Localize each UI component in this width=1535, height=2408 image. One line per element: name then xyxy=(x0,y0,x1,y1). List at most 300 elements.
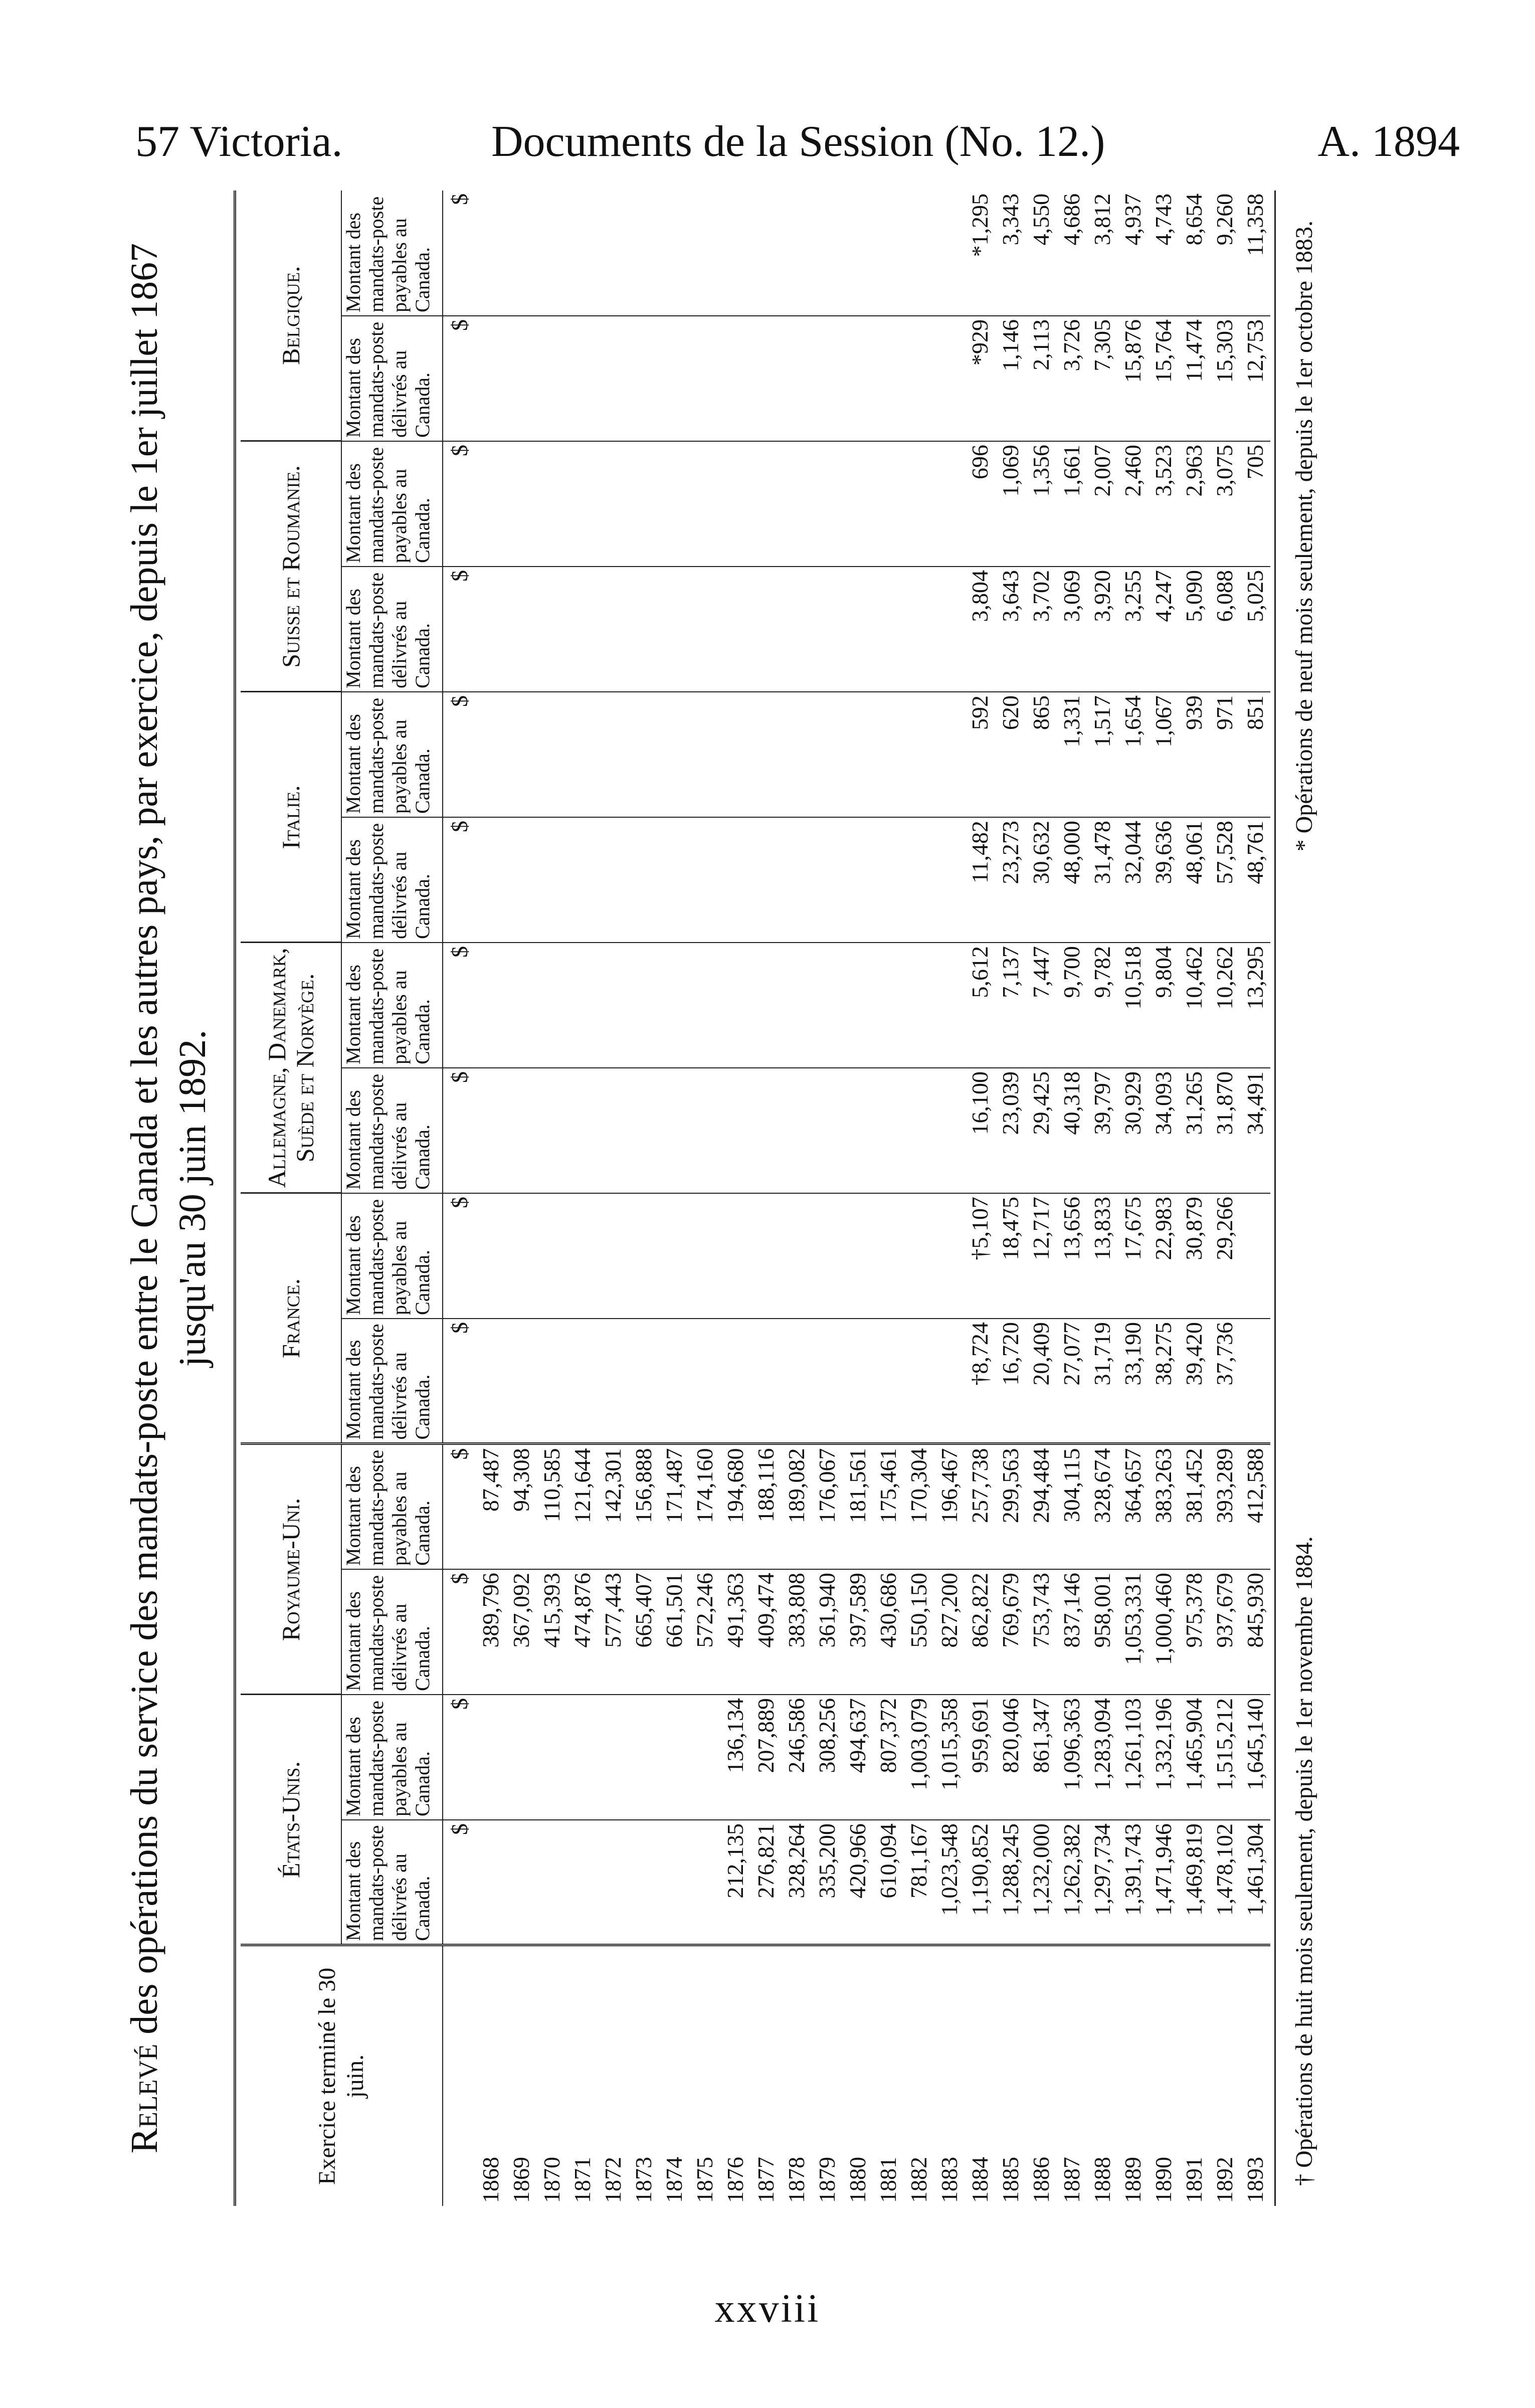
amount-cell: 39,636 xyxy=(1148,817,1179,943)
header-documents: Documents de la Session (No. 12.) xyxy=(491,117,1105,166)
year-cell: 1872 xyxy=(600,2157,626,2203)
amount-cell xyxy=(506,1068,536,1193)
amount-cell: 1,661 xyxy=(1056,441,1087,567)
amount-cell xyxy=(781,567,812,692)
amount-cell: 31,265 xyxy=(1179,1068,1209,1193)
amount-cell xyxy=(689,1319,720,1444)
amount-cell: 9,700 xyxy=(1056,943,1087,1068)
amount-cell xyxy=(536,943,567,1068)
amount-cell: 1,391,743 xyxy=(1117,1820,1148,1945)
amount-cell xyxy=(842,1068,873,1193)
amount-cell xyxy=(506,1319,536,1444)
country-header: France. xyxy=(241,1193,341,1444)
country-header: Royaume-Uni. xyxy=(241,1444,341,1695)
page-number: xxviii xyxy=(714,2287,821,2331)
amount-cell: 22,983 xyxy=(1148,1193,1179,1319)
table-row xyxy=(475,191,506,2206)
amount-cell xyxy=(689,1193,720,1319)
amount-cell xyxy=(659,1068,689,1193)
amount-cell: 381,452 xyxy=(1179,1444,1209,1569)
amount-cell xyxy=(598,692,628,817)
amount-cell xyxy=(781,191,812,316)
amount-cell xyxy=(750,1319,781,1444)
amount-cell xyxy=(567,817,598,943)
amount-cell xyxy=(506,441,536,567)
table-row xyxy=(1209,191,1240,2206)
amount-cell: 837,146 xyxy=(1056,1569,1087,1695)
amount-cell xyxy=(475,441,506,567)
amount-cell xyxy=(689,316,720,441)
amount-cell xyxy=(689,1695,720,1820)
amount-cell: 175,461 xyxy=(873,1444,903,1569)
amount-cell: 5,025 xyxy=(1240,567,1270,692)
amount-cell xyxy=(781,1319,812,1444)
table-row xyxy=(1087,191,1117,2206)
issued-column-header: Montant des mandats-poste délivrés au Canada. xyxy=(341,1068,443,1193)
amount-cell xyxy=(506,692,536,817)
amount-cell xyxy=(475,817,506,943)
amount-cell: 862,822 xyxy=(965,1569,995,1695)
amount-cell: 769,679 xyxy=(995,1569,1026,1695)
amount-cell xyxy=(628,1193,659,1319)
country-header: Belgique. xyxy=(241,191,341,441)
amount-cell xyxy=(475,1068,506,1193)
amount-cell: 1,517 xyxy=(1087,692,1117,817)
amount-cell xyxy=(598,567,628,692)
dollar-sign: $ xyxy=(443,1569,475,1695)
amount-cell xyxy=(475,191,506,316)
dollar-sign: $ xyxy=(443,441,475,567)
amount-cell: 328,674 xyxy=(1087,1444,1117,1569)
amount-cell xyxy=(750,943,781,1068)
amount-cell xyxy=(873,1068,903,1193)
country-header: États-Unis. xyxy=(241,1695,341,1945)
amount-cell: 705 xyxy=(1240,441,1270,567)
amount-cell xyxy=(903,692,934,817)
amount-cell xyxy=(781,817,812,943)
amount-cell: 8,654 xyxy=(1179,191,1209,316)
amount-cell: 31,719 xyxy=(1087,1319,1117,1444)
amount-cell: 3,643 xyxy=(995,567,1026,692)
footnote-dagger: † Opérations de huit mois seulement, depuis le 1er novembre 1884. xyxy=(1291,1536,1317,2186)
amount-cell: 845,930 xyxy=(1240,1569,1270,1695)
amount-cell xyxy=(1240,1319,1270,1444)
amount-cell xyxy=(781,316,812,441)
amount-cell xyxy=(628,567,659,692)
amount-cell: 7,305 xyxy=(1087,316,1117,441)
amount-cell xyxy=(628,1068,659,1193)
amount-cell xyxy=(506,191,536,316)
year-cell: 1893 xyxy=(1242,2157,1268,2203)
amount-cell: 494,637 xyxy=(842,1695,873,1820)
amount-cell xyxy=(506,1820,536,1945)
amount-cell xyxy=(720,316,750,441)
issued-column-header: Montant des mandats-poste délivrés au Canada. xyxy=(341,316,443,441)
amount-cell xyxy=(812,943,842,1068)
amount-cell xyxy=(689,943,720,1068)
amount-cell xyxy=(659,692,689,817)
amount-cell: 3,726 xyxy=(1056,316,1087,441)
amount-cell: 308,256 xyxy=(812,1695,842,1820)
amount-cell: 1,465,904 xyxy=(1179,1695,1209,1820)
amount-cell: 361,940 xyxy=(812,1569,842,1695)
amount-cell: 1,146 xyxy=(995,316,1026,441)
amount-cell xyxy=(750,817,781,943)
amount-cell: 1,515,212 xyxy=(1209,1695,1240,1820)
amount-cell xyxy=(842,441,873,567)
amount-cell: †8,724 xyxy=(965,1319,995,1444)
amount-cell xyxy=(689,692,720,817)
amount-cell xyxy=(598,817,628,943)
amount-cell xyxy=(659,567,689,692)
amount-cell xyxy=(750,692,781,817)
amount-cell: 491,363 xyxy=(720,1569,750,1695)
amount-cell: 827,200 xyxy=(934,1569,965,1695)
amount-cell xyxy=(903,567,934,692)
amount-cell: 15,303 xyxy=(1209,316,1240,441)
amount-cell xyxy=(689,191,720,316)
dollar-sign: $ xyxy=(443,1695,475,1820)
table-row xyxy=(812,191,842,2206)
amount-cell: 393,289 xyxy=(1209,1444,1240,1569)
year-cell: 1878 xyxy=(784,2157,809,2203)
amount-cell: 23,273 xyxy=(995,817,1026,943)
amount-cell: 753,743 xyxy=(1026,1569,1056,1695)
amount-cell: 3,702 xyxy=(1026,567,1056,692)
table-row xyxy=(995,191,1026,2206)
amount-cell: 1,261,103 xyxy=(1117,1695,1148,1820)
amount-cell xyxy=(567,1193,598,1319)
amount-cell: 11,474 xyxy=(1179,316,1209,441)
amount-cell: 17,675 xyxy=(1117,1193,1148,1319)
amount-cell xyxy=(598,1820,628,1945)
amount-cell xyxy=(873,316,903,441)
year-cell: 1886 xyxy=(1028,2157,1054,2203)
amount-cell xyxy=(506,1193,536,1319)
amount-cell xyxy=(659,943,689,1068)
amount-cell xyxy=(903,1319,934,1444)
table-row xyxy=(1056,191,1087,2206)
table-row xyxy=(567,191,598,2206)
amount-cell xyxy=(659,191,689,316)
amount-cell: 4,550 xyxy=(1026,191,1056,316)
year-cell: 1876 xyxy=(722,2157,748,2203)
amount-cell: 20,409 xyxy=(1026,1319,1056,1444)
year-cell: 1887 xyxy=(1059,2157,1084,2203)
table-row xyxy=(873,191,903,2206)
amount-cell: 1,053,331 xyxy=(1117,1569,1148,1695)
amount-cell: 4,686 xyxy=(1056,191,1087,316)
amount-cell xyxy=(903,817,934,943)
dollar-sign: $ xyxy=(443,1319,475,1444)
amount-cell: 1,297,734 xyxy=(1087,1820,1117,1945)
amount-cell: 48,000 xyxy=(1056,817,1087,943)
amount-cell: 30,632 xyxy=(1026,817,1056,943)
amount-cell xyxy=(750,1193,781,1319)
amount-cell: 4,937 xyxy=(1117,191,1148,316)
amount-cell: 3,804 xyxy=(965,567,995,692)
amount-cell: 39,420 xyxy=(1179,1319,1209,1444)
amount-cell: 383,808 xyxy=(781,1569,812,1695)
amount-cell xyxy=(475,567,506,692)
amount-cell xyxy=(812,191,842,316)
country-header: Suisse et Roumanie. xyxy=(241,441,341,692)
amount-cell: 10,518 xyxy=(1117,943,1148,1068)
amount-cell xyxy=(598,1193,628,1319)
amount-cell: 7,447 xyxy=(1026,943,1056,1068)
amount-cell xyxy=(475,1695,506,1820)
amount-cell xyxy=(812,441,842,567)
payable-column-header: Montant des mandats-poste payables au Canada. xyxy=(341,692,443,817)
amount-cell xyxy=(567,567,598,692)
amount-cell: 397,589 xyxy=(842,1569,873,1695)
amount-cell xyxy=(812,316,842,441)
amount-cell: 1,645,140 xyxy=(1240,1695,1270,1820)
amount-cell: 1,015,358 xyxy=(934,1695,965,1820)
table-row xyxy=(720,191,750,2206)
amount-cell: *1,295 xyxy=(965,191,995,316)
amount-cell: 1,023,548 xyxy=(934,1820,965,1945)
amount-cell: 1,067 xyxy=(1148,692,1179,817)
amount-cell xyxy=(659,1319,689,1444)
year-cell: 1883 xyxy=(936,2157,962,2203)
amount-cell xyxy=(659,1820,689,1945)
amount-cell: †5,107 xyxy=(965,1193,995,1319)
amount-cell xyxy=(598,191,628,316)
amount-cell xyxy=(536,191,567,316)
amount-cell xyxy=(536,1820,567,1945)
amount-cell: 851 xyxy=(1240,692,1270,817)
amount-cell: 176,067 xyxy=(812,1444,842,1569)
amount-cell xyxy=(873,567,903,692)
amount-cell: 3,523 xyxy=(1148,441,1179,567)
amount-cell xyxy=(812,1193,842,1319)
amount-cell: 194,680 xyxy=(720,1444,750,1569)
amount-cell: 550,150 xyxy=(903,1569,934,1695)
amount-cell: 383,263 xyxy=(1148,1444,1179,1569)
amount-cell xyxy=(873,943,903,1068)
dollar-sign: $ xyxy=(443,191,475,316)
amount-cell: 1,232,000 xyxy=(1026,1820,1056,1945)
amount-cell xyxy=(536,1695,567,1820)
amount-cell: 34,093 xyxy=(1148,1068,1179,1193)
year-cell: 1890 xyxy=(1150,2157,1176,2203)
amount-cell: 959,691 xyxy=(965,1695,995,1820)
amount-cell: 975,378 xyxy=(1179,1569,1209,1695)
amount-cell: 181,561 xyxy=(842,1444,873,1569)
amount-cell xyxy=(567,441,598,567)
amount-cell: 170,304 xyxy=(903,1444,934,1569)
amount-cell: 939 xyxy=(1179,692,1209,817)
amount-cell: 409,474 xyxy=(750,1569,781,1695)
table-row xyxy=(598,191,628,2206)
amount-cell xyxy=(628,316,659,441)
amount-cell xyxy=(536,1193,567,1319)
payable-column-header: Montant des mandats-poste payables au Canada. xyxy=(341,943,443,1068)
year-cell: 1885 xyxy=(998,2157,1023,2203)
amount-cell: 6,088 xyxy=(1209,567,1240,692)
amount-cell xyxy=(720,943,750,1068)
payable-column-header: Montant des mandats-poste payables au Canada. xyxy=(341,1444,443,1569)
title-line-1: des opérations du service des mandats-poste entre le Canada et les autres pays, par exercice, depuis le 1er juillet 1867 xyxy=(123,243,165,2044)
amount-cell xyxy=(567,1068,598,1193)
amount-cell: 1,096,363 xyxy=(1056,1695,1087,1820)
amount-cell: 4,743 xyxy=(1148,191,1179,316)
amount-cell: 2,460 xyxy=(1117,441,1148,567)
table-row xyxy=(750,191,781,2206)
amount-cell: 196,467 xyxy=(934,1444,965,1569)
year-cell: 1868 xyxy=(478,2157,503,2203)
year-cell: 1873 xyxy=(631,2157,656,2203)
amount-cell: 9,804 xyxy=(1148,943,1179,1068)
year-cell: 1891 xyxy=(1181,2157,1207,2203)
amount-cell: 1,356 xyxy=(1026,441,1056,567)
amount-cell xyxy=(475,943,506,1068)
amount-cell: 57,528 xyxy=(1209,817,1240,943)
amount-cell: 212,135 xyxy=(720,1820,750,1945)
amount-cell xyxy=(659,316,689,441)
amount-cell: 420,966 xyxy=(842,1820,873,1945)
amount-cell xyxy=(567,1820,598,1945)
amount-cell xyxy=(934,1319,965,1444)
amount-cell xyxy=(659,1695,689,1820)
amount-cell: 174,160 xyxy=(689,1444,720,1569)
amount-cell xyxy=(781,1193,812,1319)
amount-cell xyxy=(628,1319,659,1444)
amount-cell xyxy=(842,316,873,441)
amount-cell xyxy=(873,692,903,817)
amount-cell: 10,462 xyxy=(1179,943,1209,1068)
table-row xyxy=(536,191,567,2206)
table-row xyxy=(781,191,812,2206)
amount-cell xyxy=(720,692,750,817)
year-cell: 1882 xyxy=(906,2157,931,2203)
table-row xyxy=(934,191,965,2206)
amount-cell: 3,255 xyxy=(1117,567,1148,692)
amount-cell: 807,372 xyxy=(873,1695,903,1820)
amount-cell: 610,094 xyxy=(873,1820,903,1945)
amount-cell xyxy=(842,191,873,316)
amount-cell: 1,478,102 xyxy=(1209,1820,1240,1945)
amount-cell xyxy=(720,1319,750,1444)
amount-cell xyxy=(689,1820,720,1945)
amount-cell: 87,487 xyxy=(475,1444,506,1569)
amount-cell xyxy=(812,692,842,817)
amount-cell xyxy=(934,1068,965,1193)
year-cell: 1874 xyxy=(661,2157,687,2203)
amount-cell xyxy=(934,191,965,316)
amount-cell xyxy=(781,1068,812,1193)
amount-cell: 23,039 xyxy=(995,1068,1026,1193)
amount-cell: 40,318 xyxy=(1056,1068,1087,1193)
table-row xyxy=(903,191,934,2206)
dollar-sign: $ xyxy=(443,1068,475,1193)
amount-cell xyxy=(628,692,659,817)
amount-cell xyxy=(812,1068,842,1193)
amount-cell: 7,137 xyxy=(995,943,1026,1068)
amount-cell: 572,246 xyxy=(689,1569,720,1695)
table-row xyxy=(1179,191,1209,2206)
amount-cell: 48,061 xyxy=(1179,817,1209,943)
amount-cell xyxy=(720,441,750,567)
amount-cell xyxy=(536,567,567,692)
amount-cell xyxy=(506,943,536,1068)
amount-cell: 294,484 xyxy=(1026,1444,1056,1569)
amount-cell xyxy=(842,943,873,1068)
dollar-sign: $ xyxy=(443,567,475,692)
amount-cell: 1,654 xyxy=(1117,692,1148,817)
year-cell: 1888 xyxy=(1089,2157,1115,2203)
amount-cell: 189,082 xyxy=(781,1444,812,1569)
amount-cell: 13,656 xyxy=(1056,1193,1087,1319)
dollar-sign: $ xyxy=(443,692,475,817)
dollar-sign: $ xyxy=(443,316,475,441)
amount-cell: 1,283,094 xyxy=(1087,1695,1117,1820)
amount-cell xyxy=(659,441,689,567)
amount-cell: 474,876 xyxy=(567,1569,598,1695)
amount-cell: 207,889 xyxy=(750,1695,781,1820)
amount-cell xyxy=(873,191,903,316)
dollar-sign: $ xyxy=(443,1193,475,1319)
amount-cell xyxy=(934,316,965,441)
amount-cell: 299,563 xyxy=(995,1444,1026,1569)
amount-cell: 12,753 xyxy=(1240,316,1270,441)
table-top-rule xyxy=(234,191,236,2206)
footnote-star: * Opérations de neuf mois seulement, depuis le 1er octobre 1883. xyxy=(1291,221,1317,852)
amount-cell xyxy=(475,692,506,817)
amount-cell: 12,717 xyxy=(1026,1193,1056,1319)
amount-cell: 415,393 xyxy=(536,1569,567,1695)
country-header: Allemagne, Danemark, Suède et Norvège. xyxy=(241,943,341,1193)
amount-cell xyxy=(781,441,812,567)
payable-column-header: Montant des mandats-poste payables au Canada. xyxy=(341,191,443,316)
amount-cell xyxy=(934,943,965,1068)
amount-cell xyxy=(659,817,689,943)
payable-column-header: Montant des mandats-poste payables au Canada. xyxy=(341,1695,443,1820)
amount-cell: 27,077 xyxy=(1056,1319,1087,1444)
amount-cell xyxy=(628,191,659,316)
year-cell: 1889 xyxy=(1120,2157,1145,2203)
amount-cell: 5,090 xyxy=(1179,567,1209,692)
amount-cell xyxy=(567,692,598,817)
amount-cell: 246,586 xyxy=(781,1695,812,1820)
amount-cell xyxy=(536,441,567,567)
amount-cell: 171,487 xyxy=(659,1444,689,1569)
amount-cell: 592 xyxy=(965,692,995,817)
amount-cell: 1,332,196 xyxy=(1148,1695,1179,1820)
amount-cell xyxy=(903,191,934,316)
statement-title xyxy=(120,191,217,2206)
amount-cell xyxy=(934,441,965,567)
amount-cell: 11,482 xyxy=(965,817,995,943)
amount-cell xyxy=(628,441,659,567)
year-column-header: Exercice terminé le 30 juin. xyxy=(241,1945,443,2206)
amount-cell: *929 xyxy=(965,316,995,441)
amount-cell xyxy=(536,1068,567,1193)
table-row xyxy=(1026,191,1056,2206)
amount-cell: 4,247 xyxy=(1148,567,1179,692)
amount-cell xyxy=(536,316,567,441)
amount-cell: 861,347 xyxy=(1026,1695,1056,1820)
payable-column-header: Montant des mandats-poste payables au Canada. xyxy=(341,1193,443,1319)
amount-cell: 16,100 xyxy=(965,1068,995,1193)
amount-cell: 2,113 xyxy=(1026,316,1056,441)
amount-cell xyxy=(628,1820,659,1945)
amount-cell xyxy=(842,692,873,817)
amount-cell: 34,491 xyxy=(1240,1068,1270,1193)
amount-cell xyxy=(750,567,781,692)
amount-cell: 412,588 xyxy=(1240,1444,1270,1569)
